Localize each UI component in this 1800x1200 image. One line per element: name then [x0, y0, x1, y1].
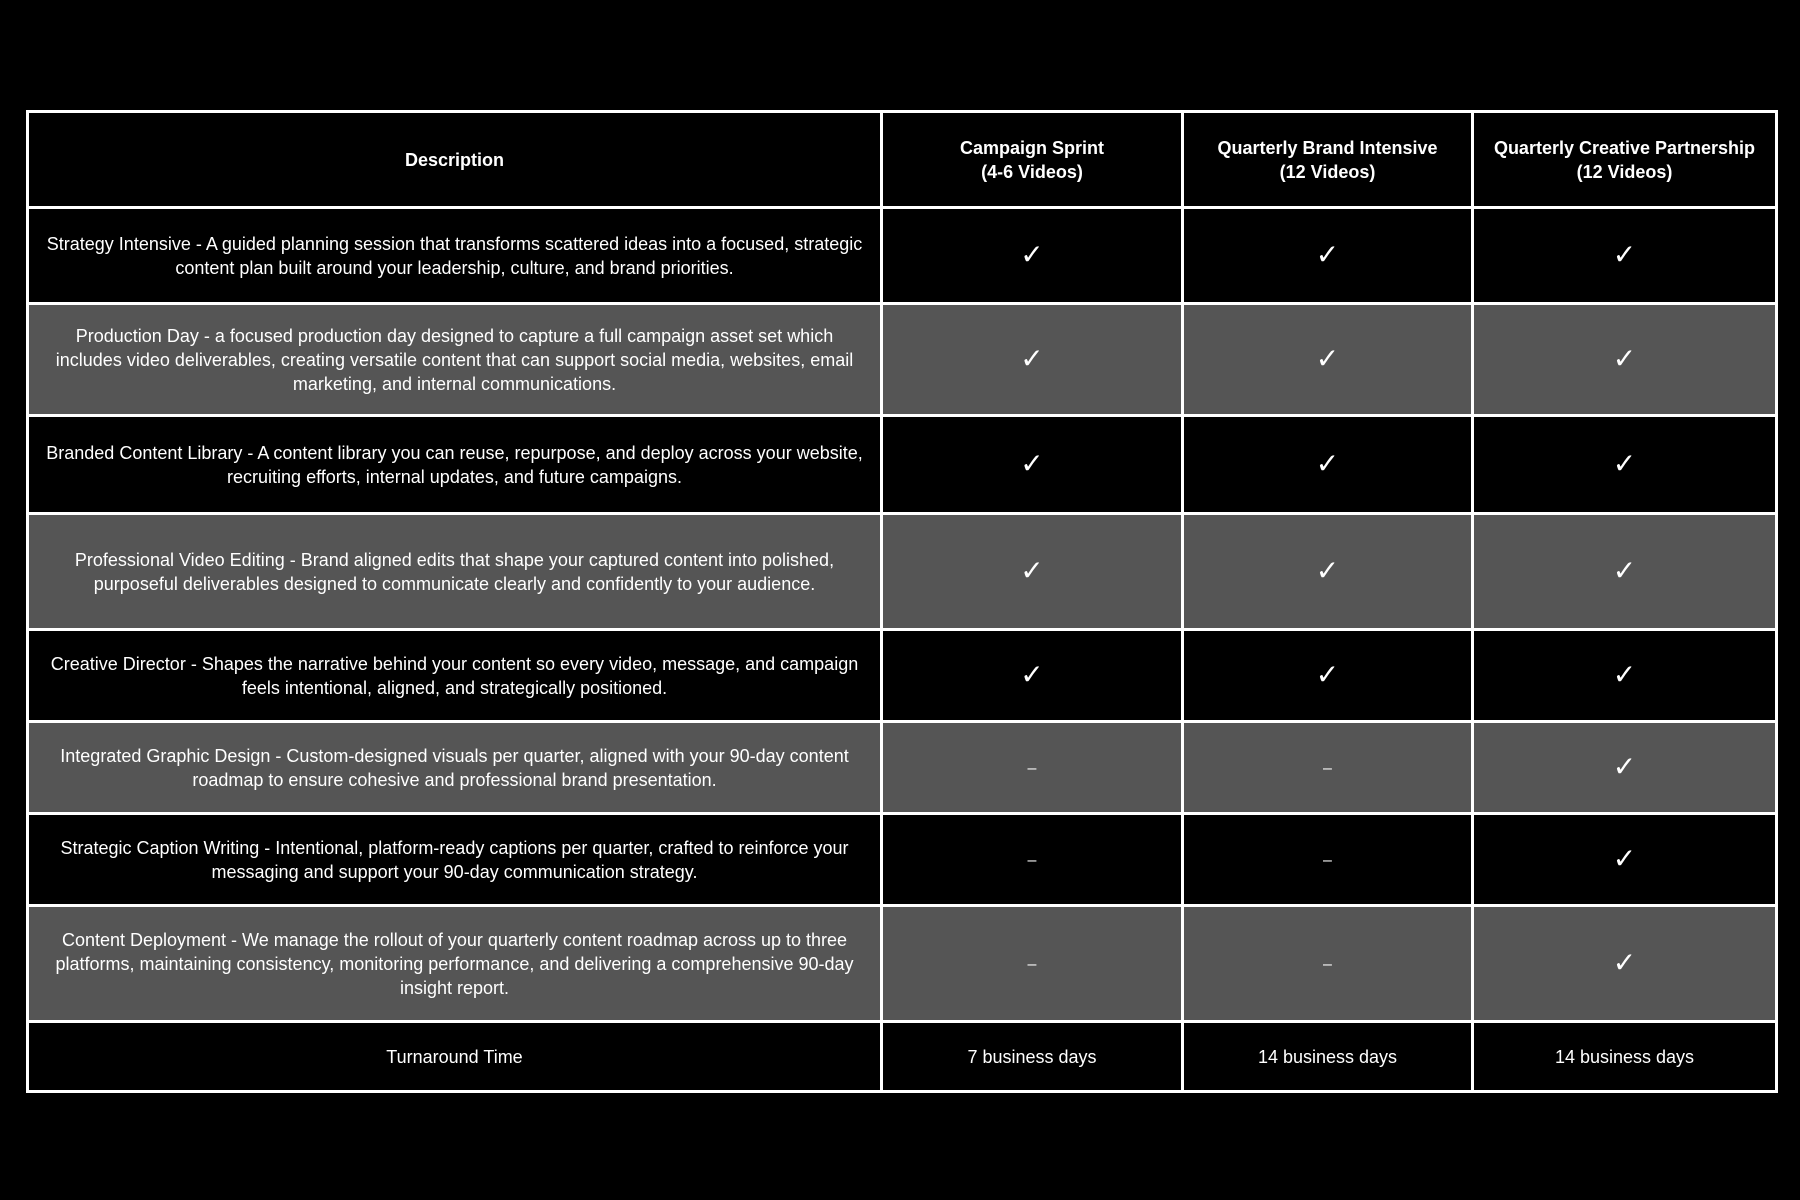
inclusion-cell-quarterly-creative-partnership	[1473, 722, 1777, 814]
plan-header-campaign-sprint	[882, 112, 1183, 208]
checkmark-icon: ✓	[1612, 946, 1637, 979]
inclusion-cell-quarterly-brand-intensive	[1183, 630, 1473, 722]
checkmark-icon: ✓	[1612, 342, 1637, 375]
inclusion-cell-campaign-sprint	[882, 630, 1183, 722]
feature-description: Branded Content Library - A content library you can reuse, repurpose, and deploy across your website, recruiting efforts, internal updates, and future campaigns.	[28, 416, 882, 514]
table-header-row	[28, 112, 1777, 208]
inclusion-cell-campaign-sprint	[882, 416, 1183, 514]
checkmark-icon: ✓	[1020, 342, 1044, 375]
inclusion-cell-quarterly-brand-intensive	[1183, 514, 1473, 630]
checkmark-icon: ✓	[1020, 447, 1044, 480]
table-row	[28, 630, 1777, 722]
inclusion-cell-quarterly-brand-intensive	[1183, 906, 1473, 1022]
inclusion-cell-campaign-sprint	[882, 814, 1183, 906]
inclusion-cell-quarterly-brand-intensive	[1183, 722, 1473, 814]
inclusion-cell-campaign-sprint	[882, 722, 1183, 814]
plan-name: Campaign Sprint	[959, 137, 1104, 158]
inclusion-cell-campaign-sprint	[882, 304, 1183, 416]
dash-icon: –	[1027, 851, 1037, 869]
feature-description: Strategic Caption Writing - Intentional, platform-ready captions per quarter, crafted to reinforce your messaging and support your 90-day communication strategy.	[28, 814, 882, 906]
feature-description: Strategy Intensive - A guided planning session that transforms scattered ideas into a focused, strategic content plan built around your leadership, culture, and brand priorities.	[28, 208, 882, 304]
feature-description: Professional Video Editing - Brand aligned edits that shape your captured content into polished, purposeful deliverables designed to communicate clearly and confidently to your audience.	[28, 514, 882, 630]
inclusion-cell-campaign-sprint	[882, 514, 1183, 630]
feature-description: Creative Director - Shapes the narrative behind your content so every video, message, and campaign feels intentional, aligned, and strategically positioned.	[28, 630, 882, 722]
table-body	[28, 208, 1777, 1022]
dash-icon: –	[1323, 851, 1332, 869]
inclusion-cell-quarterly-creative-partnership	[1473, 514, 1777, 630]
checkmark-icon: ✓	[1020, 658, 1044, 691]
inclusion-cell-quarterly-brand-intensive	[1183, 814, 1473, 906]
inclusion-cell-quarterly-creative-partnership	[1473, 416, 1777, 514]
checkmark-icon: ✓	[1612, 554, 1637, 587]
table-row	[28, 814, 1777, 906]
description-column-header: Description	[28, 112, 882, 208]
inclusion-cell-quarterly-brand-intensive	[1183, 416, 1473, 514]
table-row	[28, 514, 1777, 630]
plan-video-count: (4-6 Videos)	[981, 161, 1083, 182]
turnaround-value-quarterly-brand-intensive: 14 business days	[1183, 1022, 1473, 1092]
inclusion-cell-campaign-sprint	[882, 208, 1183, 304]
plan-header-quarterly-creative-partnership	[1473, 112, 1777, 208]
table-row	[28, 416, 1777, 514]
checkmark-icon: ✓	[1315, 447, 1340, 480]
turnaround-value-quarterly-creative-partnership: 14 business days	[1473, 1022, 1777, 1092]
checkmark-icon: ✓	[1315, 342, 1340, 375]
checkmark-icon: ✓	[1315, 238, 1340, 271]
inclusion-cell-quarterly-brand-intensive	[1183, 208, 1473, 304]
checkmark-icon: ✓	[1020, 238, 1044, 271]
dash-icon: –	[1323, 759, 1332, 777]
checkmark-icon: ✓	[1612, 238, 1637, 271]
checkmark-icon: ✓	[1612, 658, 1637, 691]
checkmark-icon: ✓	[1612, 447, 1637, 480]
inclusion-cell-quarterly-creative-partnership	[1473, 906, 1777, 1022]
turnaround-label: Turnaround Time	[28, 1022, 882, 1092]
table-row	[28, 304, 1777, 416]
feature-description: Integrated Graphic Design - Custom-designed visuals per quarter, aligned with your 90-day content roadmap to ensure cohesive and professional brand presentation.	[28, 722, 882, 814]
checkmark-icon: ✓	[1315, 658, 1340, 691]
checkmark-icon: ✓	[1315, 554, 1340, 587]
inclusion-cell-quarterly-brand-intensive	[1183, 304, 1473, 416]
inclusion-cell-campaign-sprint	[882, 906, 1183, 1022]
inclusion-cell-quarterly-creative-partnership	[1473, 814, 1777, 906]
inclusion-cell-quarterly-creative-partnership	[1473, 304, 1777, 416]
checkmark-icon: ✓	[1612, 750, 1637, 783]
turnaround-row	[28, 1022, 1777, 1092]
dash-icon: –	[1027, 955, 1037, 973]
plan-header-quarterly-brand-intensive	[1183, 112, 1473, 208]
turnaround-value-campaign-sprint: 7 business days	[882, 1022, 1183, 1092]
feature-description: Production Day - a focused production day designed to capture a full campaign asset set which includes video deliverables, creating versatile content that can support social media, websites, email marketing, and internal communications.	[28, 304, 882, 416]
plan-video-count: (12 Videos)	[1576, 161, 1673, 182]
plan-name: Quarterly Creative Partnership	[1493, 137, 1756, 158]
inclusion-cell-quarterly-creative-partnership	[1473, 208, 1777, 304]
table-row	[28, 208, 1777, 304]
checkmark-icon: ✓	[1020, 554, 1044, 587]
plan-name: Quarterly Brand Intensive	[1217, 137, 1438, 158]
inclusion-cell-quarterly-creative-partnership	[1473, 630, 1777, 722]
plan-video-count: (12 Videos)	[1279, 161, 1376, 182]
dash-icon: –	[1027, 759, 1037, 777]
pricing-comparison-table	[26, 110, 1778, 1093]
checkmark-icon: ✓	[1612, 842, 1637, 875]
dash-icon: –	[1323, 955, 1332, 973]
table-row	[28, 906, 1777, 1022]
feature-description: Content Deployment - We manage the rollout of your quarterly content roadmap across up to three platforms, maintaining consistency, monitoring performance, and delivering a comprehensive 90-day insight report.	[28, 906, 882, 1022]
table-row	[28, 722, 1777, 814]
